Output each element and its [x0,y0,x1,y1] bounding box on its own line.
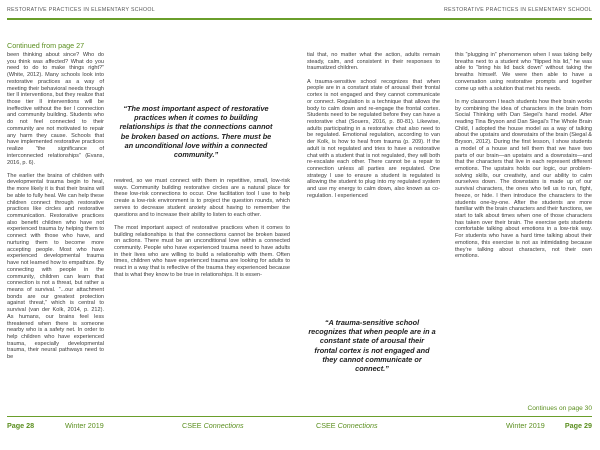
left-col1-para-2: The earlier the brains of children with developmental trauma begin to heal, the more likely it is that their brains will be able to fully heal. We can help these children connect through restorative practices like circles and restorative communication. Restorative practices also benefit children who have not experienced trauma by helping them to connect with those who have, and nurturing them to become more accepting people. Most who have experienced developmental trauma have not learned how to empathize. By connecting with people in the community, children can learn that connection is not a threat, but rather a means of survival. “...our attachment bonds are our greatest protection against threat,” which is central to survival (van der Kolk, 2014, p. 212). As humans, our brains feel less threatened when there is someone nearby who is a safety net. In order to help children who have experienced trauma, especially developmental trauma, their neural pathways need to be [7,172,104,361]
footer-magazine-right [316,421,378,430]
right-col1-para-1: tial that, no matter what the action, adults remain steady, calm, and consistent in their responses to traumatized children. [307,52,440,72]
magazine-name-right: Connections [337,421,378,430]
left-col1-para-1: been thinking about since? Who do you think was affected? What do you need to do to make things right?” (White, 2012). Many schools look into restorative practices as a way of meeting their behavioral needs through tier II interventions, but they realize that those tier II interventions will be ineffective without the tier I connection and community building. Students who do not feel connected to their community are not motivated to repair any harm they cause. Schools that have implemented restorative practices realize “the significance of interconnected relationships” (Evans, 2016, p. 6). [7,52,104,166]
page-number-29: Page 29 [564,421,592,430]
right-col2-para-2: In my classroom I teach students how their brain works by combining the idea of characters in the brain from Social Thinking with Dan Siegel’s hand model. After reading Tina Bryson and Dan Siegal’s The Whole Brain Child, I adopted the house model as a way of talking about the upstairs and downstairs of the brain (Siegal & Bryson, 2012). During the first lesson, I show students a model of a house and tell them that we have two parts of our brain—an upstairs and a downstairs—and that the characters that live in each represent different emotions. The upstairs holds our logic, our problem-solving skills, our creativity, and our ability to calm ourselves down. The downstairs is made up of our survival characters, the ones who tell us to run, fight, freeze, or hide. I then introduce the characters to the students one-by-one. After the students are more familiar with the brain characters and their functions, we start to talk about times when one of those characters has taken over their brain. The exercise gets students comfortable talking about emotions in a low-risk way. For students who have a hard time talking about their emotions, this exercise is not as intimidating because they’re talking about characters, not their own emotions. [455,98,592,260]
footer-page-number-left [7,421,34,430]
magazine-prefix-left: CSEE [182,421,202,430]
continued-from: Continued from page 27 [7,41,85,50]
right-col2-para-1: this “plugging in” phenomenon when I was taking belly breaths next to a student who “flipped his lid,” he was able to “bring his lid back down” without taking the breaths himself. We were then able to have a conversation using restorative prompts and together come up with a solution that met his needs. [455,52,592,92]
page-number-28: Page 28 [7,421,35,430]
footer-issue-left: Winter 2019 [65,421,104,430]
left-col2-para-1: rewired, so we must connect with them in repetitive, small, low-risk ways. Community building restorative circles are a natural place for these low-risk connections to occur. One facilitation tool I use to help create a low-risk environment is to project the question rounds, which serves to decrease student anxiety about having to remember the questions and to increase their ability to listen to each other. [114,178,290,218]
magazine-name-left: Connections [203,421,244,430]
running-head-left: RESTORATIVE PRACTICES IN ELEMENTARY SCHOOL [7,7,155,13]
pull-quote-right [308,318,436,373]
pull-quote-left-text: “The most important aspect of restorative practices when it comes to building relationships is that the connections cannot be broken based on actions. There must be an unconditional love within a connected community.” [119,104,273,160]
left-col2-para-2: The most important aspect of restorative practices when it comes to building relationships is that the connections cannot be broken based on actions. There must be an unconditional love within a connected community. People who have experienced trauma need to have adults in their lives who are willing to build a relationship with them. Often times, children who have experienced trauma are looking for adults to react in a way that is reflective of the trauma they experienced because that is what they know to be true in relationships. It is essen- [114,224,290,278]
pull-quote-left [116,104,276,159]
right-column-1 [307,52,440,206]
footer-page-number-right [565,421,592,430]
running-head-right: RESTORATIVE PRACTICES IN ELEMENTARY SCHOOL [444,7,592,13]
bottom-rule-right [300,416,592,417]
magazine-prefix-right: CSEE [316,421,336,430]
pull-quote-right-text: “A trauma-sensitive school recognizes that when people are in a constant state of arousal their frontal cortex is not engaged and they cannot communicate or connect.” [308,318,436,374]
bottom-rule-left [7,416,300,417]
footer-magazine-left [182,421,244,430]
continues-on: Continues on page 30 [527,405,592,412]
top-rule-left [7,18,300,20]
top-rule-right [300,18,592,20]
left-column-2 [114,178,290,285]
footer-issue-right: Winter 2019 [506,421,545,430]
right-col1-para-2: A trauma-sensitive school recognizes that when people are in a constant state of arousal their frontal cortex is not engaged and they cannot communicate or connect. Regulation is a technique that allows the body to calm down and re-engage the frontal cortex. Students need to be regulated before they can have a restorative chat (Souers, 2016, p. 80-81). Likewise, adults participating in a restorative chat also need to be regulated. Emotional regulation, according to van der Kolk, is how to heal from trauma (p. 209). If the adult is not regulated and tries to have a restorative chat with a student that is not regulated, they will both re-escalate each other. There cannot be a repair to connection unless all parties are regulated. One strategy I use to ensure a student is regulated is allowing the student to plug into my regulated system and use my energy to calm down, also known as co-regulation. I experienced [307,78,440,199]
right-page [300,0,600,450]
right-column-2 [455,52,592,267]
left-column-1 [7,52,104,367]
